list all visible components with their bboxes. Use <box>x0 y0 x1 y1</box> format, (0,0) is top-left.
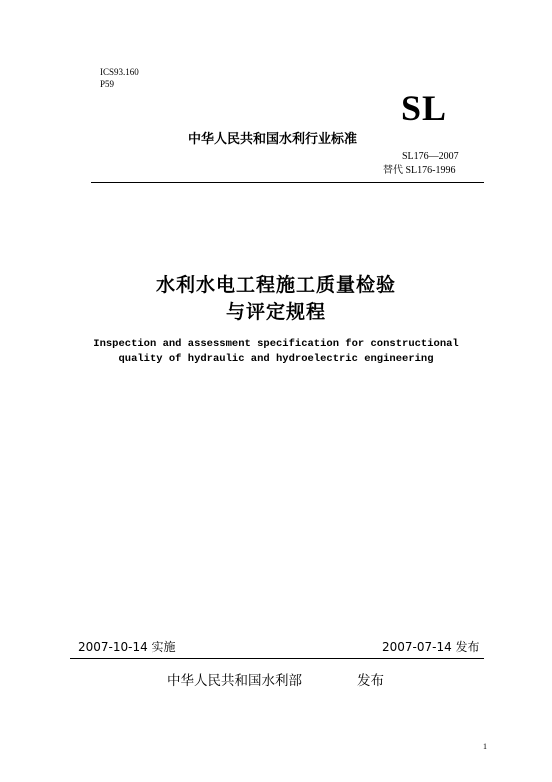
implementation-date: 2007-10-14 实施 <box>78 640 176 654</box>
page-number: 1 <box>483 742 487 751</box>
standard-number: SL176—2007 <box>402 151 459 162</box>
issue-label: 发布 <box>357 673 384 689</box>
chinese-title-line-1: 水利水电工程施工质量检验 <box>155 274 396 296</box>
standard-category: 中华人民共和国水利行业标准 <box>188 132 358 147</box>
english-title-line-1: Inspection and assessment specification for constructional <box>93 338 459 350</box>
ccs-code: P59 <box>100 79 115 89</box>
footer-divider <box>70 658 484 659</box>
header-divider <box>91 182 484 183</box>
chinese-title-line-2: 与评定规程 <box>225 301 326 323</box>
issuing-authority: 中华人民共和国水利部 <box>167 673 302 689</box>
sl-logo: SL <box>401 88 448 128</box>
english-title-line-2: quality of hydraulic and hydroelectric engineering <box>118 353 434 365</box>
ics-code: ICS93.160 <box>100 67 139 77</box>
replaces-standard: 替代 SL176-1996 <box>383 165 456 176</box>
issue-date: 2007-07-14 发布 <box>382 640 480 654</box>
